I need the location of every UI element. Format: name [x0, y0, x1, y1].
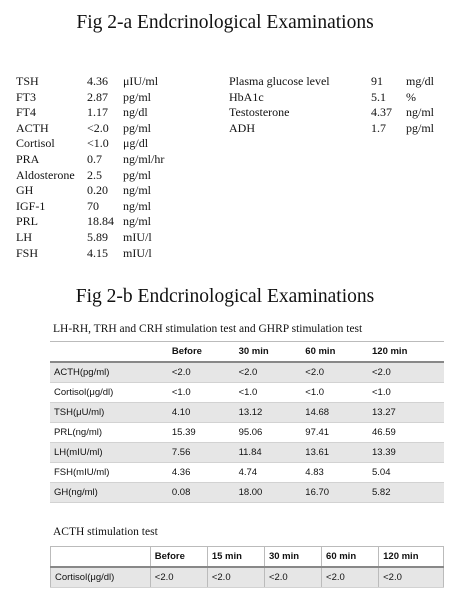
- table-cell: 97.41: [301, 423, 368, 443]
- row-label: Cortisol(μg/dl): [51, 567, 151, 588]
- lab-value: 70: [87, 198, 99, 213]
- lab-value: 18.84: [87, 214, 114, 229]
- column-header: 30 min: [264, 547, 321, 568]
- table-cell: 18.00: [235, 483, 302, 503]
- row-label: FSH(mIU/ml): [50, 463, 168, 483]
- table-cell: <2.0: [168, 362, 235, 383]
- table-cell: 4.74: [235, 463, 302, 483]
- table-cell: <2.0: [301, 362, 368, 383]
- lab-unit: pg/ml: [123, 120, 152, 135]
- table-cell: <1.0: [168, 383, 235, 403]
- lab-name: PRA: [16, 152, 40, 166]
- lab-unit: ng/ml: [123, 183, 152, 198]
- table-cell: 13.12: [235, 403, 302, 423]
- row-label: ACTH(pg/ml): [50, 362, 168, 383]
- lab-value: 91: [371, 74, 383, 88]
- lab-unit: pg/ml: [406, 120, 435, 135]
- lab-value: 1.17: [87, 105, 108, 120]
- table-cell: <1.0: [235, 383, 302, 403]
- table-row: [50, 423, 444, 443]
- table-cell: 5.04: [368, 463, 444, 483]
- lab-value: 0.20: [87, 183, 108, 198]
- lab-unit: mIU/l: [123, 245, 152, 260]
- table-cell: 15.39: [168, 423, 235, 443]
- lab-name: TSH: [16, 74, 39, 88]
- table-cell: 16.70: [301, 483, 368, 503]
- lab-name: HbA1c: [229, 89, 264, 104]
- column-header: Before: [150, 547, 207, 568]
- lab-unit: ng/ml: [123, 214, 152, 229]
- lab-unit: pg/ml: [123, 167, 152, 182]
- lab-unit: %: [406, 89, 416, 104]
- table-cell: 13.27: [368, 403, 444, 423]
- table-cell: <2.0: [322, 567, 379, 588]
- stimulation-test-title: LH-RH, TRH and CRH stimulation test and GHRP stimulation test: [53, 323, 363, 335]
- lab-value: <2.0: [87, 120, 109, 135]
- table-cell: 4.83: [301, 463, 368, 483]
- lab-value: 4.36: [87, 74, 108, 88]
- lab-name: PRL: [16, 214, 39, 229]
- table-cell: <1.0: [301, 383, 368, 403]
- lab-value: 0.7: [87, 152, 102, 166]
- table-cell: <2.0: [379, 567, 444, 588]
- lab-unit: ng/ml/hr: [123, 152, 165, 166]
- table-cell: <2.0: [368, 362, 444, 383]
- lab-unit: mIU/l: [123, 230, 152, 244]
- lab-value: 1.7: [371, 120, 386, 135]
- table-row: [50, 463, 444, 483]
- lab-value: 2.5: [87, 167, 102, 182]
- lab-value: 4.37: [371, 105, 392, 120]
- lab-name: ADH: [229, 120, 255, 135]
- column-header: [51, 547, 151, 568]
- table-cell: <1.0: [368, 383, 444, 403]
- lab-name: GH: [16, 183, 34, 198]
- lab-unit: ng/dl: [123, 105, 148, 120]
- table-cell: <2.0: [264, 567, 321, 588]
- lab-name: Testosterone: [229, 105, 290, 120]
- table-row: [50, 362, 444, 383]
- acth-test-table: [50, 546, 444, 588]
- table-cell: <2.0: [207, 567, 264, 588]
- fig-2a-title: Fig 2-a Endcrinological Examinations: [76, 12, 374, 33]
- table-row: [50, 483, 444, 503]
- table-cell: <2.0: [150, 567, 207, 588]
- table-cell: 13.39: [368, 443, 444, 463]
- lab-name: Cortisol: [16, 136, 55, 151]
- row-label: Cortisol(μg/dl): [50, 383, 168, 403]
- column-header: 15 min: [207, 547, 264, 568]
- table-cell: 95.06: [235, 423, 302, 443]
- table-cell: 13.61: [301, 443, 368, 463]
- lab-name: FT4: [16, 105, 37, 120]
- row-label: LH(mIU/ml): [50, 443, 168, 463]
- lab-name: Plasma glucose level: [229, 74, 330, 88]
- table-cell: 5.82: [368, 483, 444, 503]
- table-cell: 11.84: [235, 443, 302, 463]
- table-cell: 0.08: [168, 483, 235, 503]
- lab-value: 5.1: [371, 89, 386, 104]
- acth-test-title: ACTH stimulation test: [53, 526, 158, 538]
- lab-name: FT3: [16, 89, 37, 104]
- lab-unit: μg/dl: [123, 136, 149, 151]
- table-cell: 7.56: [168, 443, 235, 463]
- lab-name: ACTH: [16, 120, 49, 135]
- table-header-row: [50, 342, 444, 363]
- table-cell: 46.59: [368, 423, 444, 443]
- lab-name: IGF-1: [16, 198, 46, 213]
- lab-name: FSH: [16, 245, 39, 260]
- lab-unit: ng/ml: [406, 105, 435, 120]
- table-cell: <2.0: [235, 362, 302, 383]
- table-row: [50, 383, 444, 403]
- lab-unit: pg/ml: [123, 89, 152, 104]
- fig-2b-title: Fig 2-b Endcrinological Examinations: [75, 286, 375, 307]
- table-cell: 14.68: [301, 403, 368, 423]
- lab-value: 2.87: [87, 89, 108, 104]
- lab-unit: mg/dl: [406, 74, 435, 88]
- table-row: [50, 443, 444, 463]
- table-row: [51, 567, 444, 588]
- column-header: 60 min: [322, 547, 379, 568]
- column-header: 60 min: [301, 342, 368, 363]
- lab-unit: μIU/ml: [123, 74, 159, 88]
- table-header-row: [51, 547, 444, 568]
- column-header: [50, 342, 168, 363]
- row-label: GH(ng/ml): [50, 483, 168, 503]
- column-header: 120 min: [368, 342, 444, 363]
- stimulation-test-table: [50, 341, 444, 503]
- lab-unit: ng/ml: [123, 198, 152, 213]
- lab-value: 4.15: [87, 245, 108, 260]
- table-cell: 4.36: [168, 463, 235, 483]
- lab-value: 5.89: [87, 230, 108, 244]
- column-header: 30 min: [235, 342, 302, 363]
- row-label: TSH(μU/ml): [50, 403, 168, 423]
- table-cell: 4.10: [168, 403, 235, 423]
- table-row: [50, 403, 444, 423]
- lab-name: LH: [16, 230, 32, 244]
- lab-value: <1.0: [87, 136, 109, 151]
- column-header: 120 min: [379, 547, 444, 568]
- column-header: Before: [168, 342, 235, 363]
- row-label: PRL(ng/ml): [50, 423, 168, 443]
- lab-name: Aldosterone: [16, 167, 75, 182]
